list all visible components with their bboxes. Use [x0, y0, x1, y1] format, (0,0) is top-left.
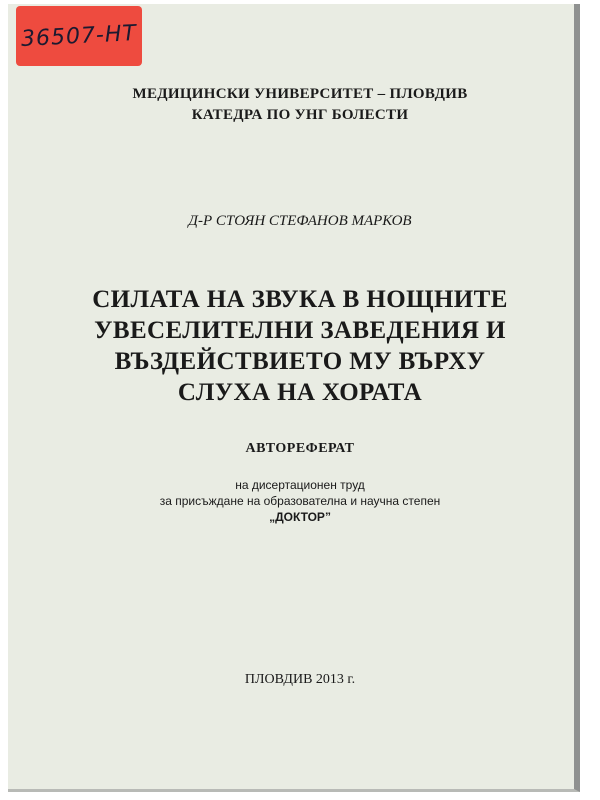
place-and-year: ПЛОВДИВ 2013 г.: [244, 672, 356, 687]
description-line-1: на дисертационен труд: [235, 478, 365, 492]
degree-name: „ДОКТОР”: [269, 510, 331, 524]
thesis-cover: [8, 4, 580, 792]
title-line-2: УВЕСЕЛИТЕЛНИ ЗАВЕДЕНИЯ И: [94, 317, 506, 344]
title-line-1: СИЛАТА НА ЗВУКА В НОЩНИТЕ: [92, 286, 508, 313]
catalog-number: 36507-НТ: [20, 20, 138, 52]
author-name: Д-Р СТОЯН СТЕФАНОВ МАРКОВ: [188, 213, 412, 229]
document-type: АВТОРЕФЕРАТ: [245, 441, 355, 456]
title-line-3: ВЪЗДЕЙСТВИЕТО МУ ВЪРХУ: [114, 348, 486, 375]
description-line-2: за присъждане на образователна и научна степен: [159, 494, 441, 508]
catalog-sticker: [16, 6, 142, 66]
department-name: КАТЕДРА ПО УНГ БОЛЕСТИ: [191, 107, 409, 123]
university-name: МЕДИЦИНСКИ УНИВЕРСИТЕТ – ПЛОВДИВ: [132, 86, 468, 102]
title-line-4: СЛУХА НА ХОРАТА: [177, 379, 423, 406]
